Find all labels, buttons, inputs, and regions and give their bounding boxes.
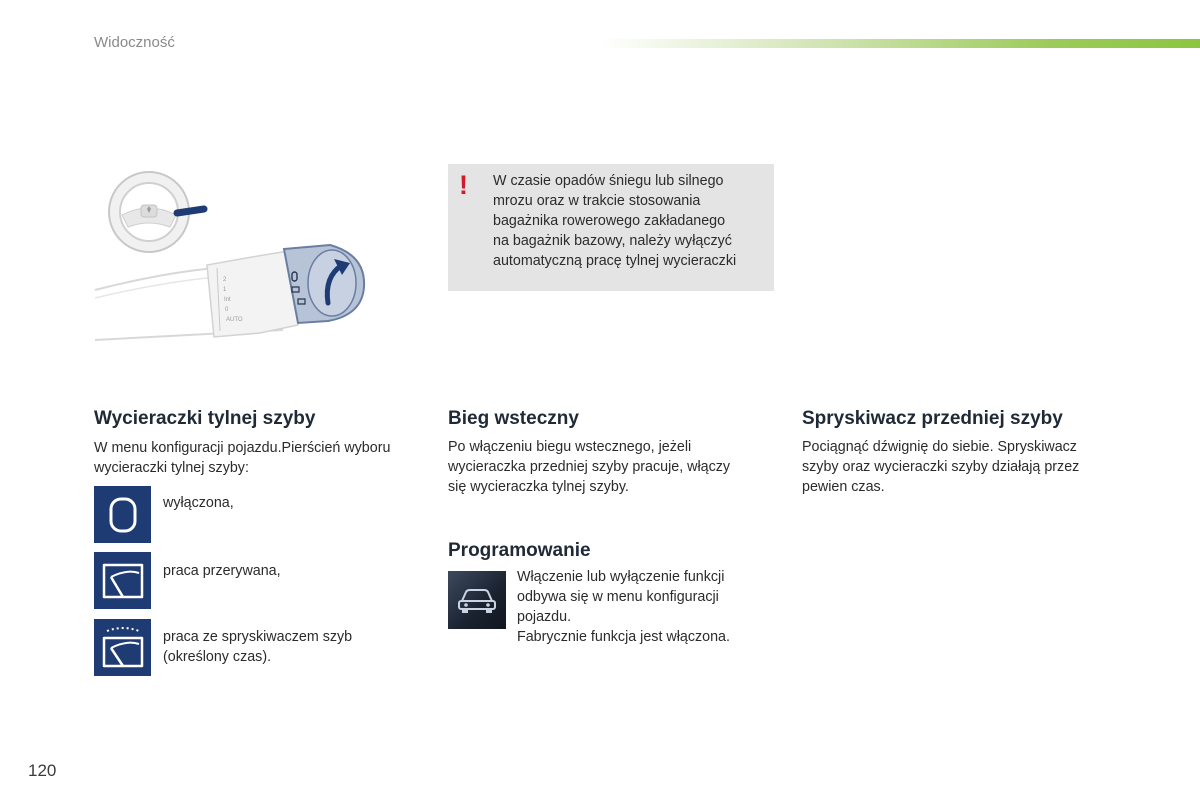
warning-line: na bagażnik bazowy, należy wyłączyć	[493, 233, 732, 249]
section-title: Widoczność	[94, 34, 175, 51]
wiper-off-icon	[94, 486, 151, 543]
wiper-washer-icon	[94, 619, 151, 676]
wiper-stalk-illustration	[92, 165, 392, 365]
text-line: pewien czas.	[802, 479, 885, 495]
warning-line: automatyczną pracę tylnej wycieraczki	[493, 253, 737, 269]
front-washer-text	[802, 437, 1132, 497]
label-line: (określony czas).	[163, 649, 272, 665]
text-line: odbywa się w menu konfiguracji	[517, 589, 719, 605]
warning-icon: !	[459, 170, 468, 200]
stalk-label: 2	[223, 277, 227, 283]
wiper-intermittent-icon	[94, 552, 151, 609]
header-accent-bar	[600, 39, 1200, 48]
reverse-text	[448, 437, 778, 497]
stalk-label: AUTO	[226, 317, 243, 323]
rear-wipers-intro	[94, 438, 424, 478]
text-line: Pociągnąć dźwignię do siebie. Spryskiwacz	[802, 439, 1077, 455]
wiper-off-label: wyłączona,	[163, 495, 234, 511]
warning-line: mrozu oraz w trakcie stosowania	[493, 193, 701, 209]
text-line: szyby oraz wycieraczki szyby działają przez	[802, 459, 1080, 475]
steering-wheel-icon	[109, 172, 204, 252]
text-line: Włączenie lub wyłączenie funkcji	[517, 569, 725, 585]
reverse-heading: Bieg wsteczny	[448, 408, 579, 429]
rear-wipers-heading: Wycieraczki tylnej szyby	[94, 408, 316, 429]
stalk-label: 1	[223, 287, 227, 293]
intro-line: wycieraczki tylnej szyby:	[94, 460, 249, 476]
warning-line: W czasie opadów śniegu lub silnego	[493, 173, 724, 189]
stalk-label: 0	[225, 307, 229, 313]
wiper-washer-label	[163, 627, 352, 667]
page-number: 120	[28, 761, 57, 780]
programming-heading: Programowanie	[448, 540, 591, 561]
text-line: się wycieraczka tylnej szyby.	[448, 479, 629, 495]
text-line: wycieraczka przedniej szyby pracuje, włączy	[448, 459, 731, 475]
label-line: praca ze spryskiwaczem szyb	[163, 629, 353, 645]
intro-line: W menu konfiguracji pojazdu.Pierścień wyboru	[94, 440, 391, 456]
wiper-intermittent-label: praca przerywana,	[163, 563, 281, 579]
front-washer-heading: Spryskiwacz przedniej szyby	[802, 408, 1063, 429]
car-settings-icon	[448, 571, 506, 629]
text-line: pojazdu.	[517, 609, 572, 625]
text-line: Fabrycznie funkcja jest włączona.	[517, 629, 730, 645]
warning-line: bagażnika rowerowego zakładanego	[493, 213, 726, 229]
warning-text	[493, 171, 768, 271]
text-line: Po włączeniu biegu wstecznego, jeżeli	[448, 439, 692, 455]
programming-text	[517, 567, 777, 647]
warning-box	[448, 164, 774, 291]
stalk-label: Int	[224, 297, 231, 303]
